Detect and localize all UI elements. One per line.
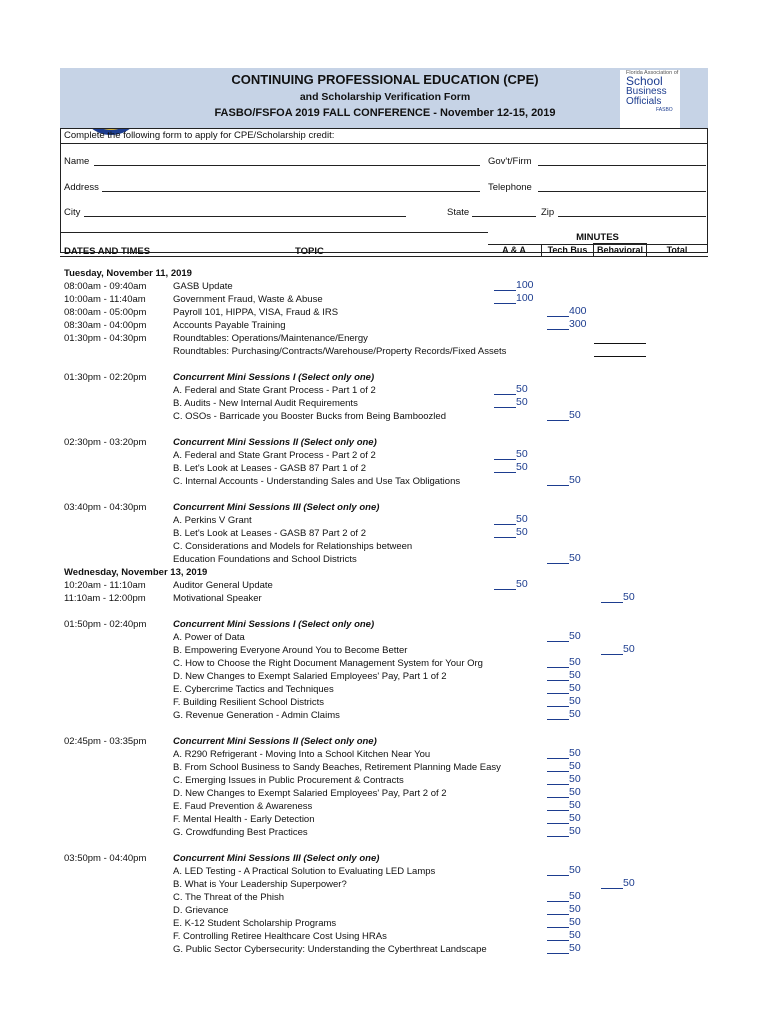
state-label: State [447, 207, 470, 218]
session-topic: Government Fraud, Waste & Abuse [173, 294, 323, 305]
session-topic: B. From School Business to Sandy Beaches, Retirement Planning Made Easy [173, 762, 501, 773]
session-topic: C. How to Choose the Right Document Management System for Your Org [173, 658, 483, 669]
table-row [0, 501, 770, 514]
session-time: 01:30pm - 04:30pm [64, 333, 147, 344]
tech-minutes-blank[interactable] [547, 940, 569, 941]
session-topic: A. LED Testing - A Practical Solution to Evaluating LED Lamps [173, 866, 436, 877]
header-divider [60, 232, 488, 233]
tech-minutes-blank[interactable] [547, 680, 569, 681]
session-topic: B. Let's Look at Leases - GASB 87 Part 1 of 2 [173, 463, 366, 474]
session-topic: F. Building Resilient School Districts [173, 697, 325, 708]
session-group-title: Concurrent Mini Sessions I (Select only one) [173, 619, 375, 630]
zip-label: Zip [541, 207, 555, 218]
table-row [0, 878, 770, 891]
tech-minutes: 50 [569, 747, 581, 759]
tech-minutes: 50 [569, 890, 581, 902]
aa-minutes-blank[interactable] [494, 537, 516, 538]
session-time: 03:50pm - 04:40pm [64, 853, 147, 864]
table-row [0, 332, 770, 345]
session-time: 08:00am - 05:00pm [64, 307, 147, 318]
table-row [0, 566, 770, 579]
aa-minutes-blank[interactable] [494, 472, 516, 473]
aa-minutes: 50 [516, 578, 528, 590]
table-row [0, 462, 770, 475]
session-topic: D. New Changes to Exempt Salaried Employees' Pay, Part 2 of 2 [173, 788, 447, 799]
table-row [0, 631, 770, 644]
total-header: Total [666, 245, 688, 255]
behavioral-minutes-blank[interactable] [601, 654, 623, 655]
table-row [0, 293, 770, 306]
address-label: Address [64, 182, 99, 193]
tech-minutes: 50 [569, 708, 581, 720]
table-row [0, 449, 770, 462]
table-row [0, 345, 770, 358]
tech-minutes: 50 [569, 552, 581, 564]
logo-line1: Florida Association of [626, 70, 679, 76]
govt-field[interactable] [538, 165, 706, 166]
tech-minutes-blank[interactable] [547, 719, 569, 720]
session-topic: Education Foundations and School Districts [173, 554, 357, 565]
table-row [0, 891, 770, 904]
tech-minutes-blank[interactable] [547, 420, 569, 421]
govt-label: Gov't/Firm [488, 156, 532, 167]
tech-minutes: 50 [569, 903, 581, 915]
table-row [0, 436, 770, 449]
session-topic: Motivational Speaker [173, 593, 262, 604]
aa-minutes-blank[interactable] [494, 394, 516, 395]
table-row [0, 514, 770, 527]
tech-minutes: 50 [569, 825, 581, 837]
table-row [0, 384, 770, 397]
tech-minutes-blank[interactable] [547, 706, 569, 707]
session-group-title: Concurrent Mini Sessions II (Select only one) [173, 437, 377, 448]
table-row [0, 592, 770, 605]
table-row [0, 800, 770, 813]
tech-minutes: 50 [569, 942, 581, 954]
behavioral-minutes: 50 [623, 877, 635, 889]
logo-line4: Officials [626, 96, 662, 107]
session-time: 01:50pm - 02:40pm [64, 619, 147, 630]
session-time: 08:00am - 09:40am [64, 281, 147, 292]
behavioral-minutes-blank[interactable] [601, 888, 623, 889]
session-time: 08:30am - 04:00pm [64, 320, 147, 331]
aa-minutes: 50 [516, 396, 528, 408]
tech-minutes-blank[interactable] [547, 927, 569, 928]
dates-header: DATES AND TIMES [64, 246, 151, 257]
session-topic: F. Controlling Retiree Healthcare Cost Using HRAs [173, 931, 387, 942]
session-topic: Roundtables: Purchasing/Contracts/Warehouse/Property Records/Fixed Assets [173, 346, 507, 357]
tech-minutes: 50 [569, 695, 581, 707]
minutes-header: MINUTES [488, 232, 707, 245]
table-row [0, 865, 770, 878]
tech-minutes-blank[interactable] [547, 563, 569, 564]
behavioral-minutes-blank[interactable] [601, 602, 623, 603]
aa-header: A & A [502, 245, 526, 255]
session-topic: C. Considerations and Models for Relationships between [173, 541, 413, 552]
session-topic: Accounts Payable Training [173, 320, 286, 331]
behavioral-blank[interactable] [594, 356, 646, 357]
city-label: City [64, 207, 81, 218]
table-row [0, 579, 770, 592]
session-topic: C. OSOs - Barricade you Booster Bucks from Being Bamboozled [173, 411, 446, 422]
page-subtitle: and Scholarship Verification Form [299, 91, 471, 103]
tech-minutes-blank[interactable] [547, 316, 569, 317]
table-row [0, 319, 770, 332]
session-topic: C. Emerging Issues in Public Procurement & Contracts [173, 775, 404, 786]
aa-minutes: 50 [516, 448, 528, 460]
table-row [0, 930, 770, 943]
session-topic: G. Crowdfunding Best Practices [173, 827, 308, 838]
logo-line2: School [626, 74, 663, 88]
session-topic: A. Federal and State Grant Process - Part 1 of 2 [173, 385, 376, 396]
session-topic: G. Public Sector Cybersecurity: Understanding the Cyberthreat Landscape [173, 944, 487, 955]
session-time: 02:30pm - 03:20pm [64, 437, 147, 448]
address-field[interactable] [102, 191, 480, 192]
table-row [0, 683, 770, 696]
aa-minutes-blank[interactable] [494, 407, 516, 408]
behavioral-minutes: 50 [623, 643, 635, 655]
tech-minutes-blank[interactable] [547, 797, 569, 798]
table-row [0, 644, 770, 657]
session-topic: E. K-12 Student Scholarship Programs [173, 918, 337, 929]
aa-minutes: 100 [516, 279, 534, 291]
tech-minutes: 400 [569, 305, 587, 317]
tech-minutes: 50 [569, 474, 581, 486]
topic-header: TOPIC [295, 246, 324, 257]
tech-minutes-blank[interactable] [547, 641, 569, 642]
session-group-title: Concurrent Mini Sessions I (Select only one) [173, 372, 375, 383]
tech-minutes: 50 [569, 916, 581, 928]
tech-minutes-blank[interactable] [547, 485, 569, 486]
table-row [0, 657, 770, 670]
aa-minutes: 100 [516, 292, 534, 304]
session-time: 10:20am - 11:10am [64, 580, 146, 591]
tech-minutes-blank[interactable] [547, 875, 569, 876]
session-time: 10:00am - 11:40am [64, 294, 146, 305]
aa-minutes-blank[interactable] [494, 290, 516, 291]
session-group-title: Concurrent Mini Sessions II (Select only one) [173, 736, 377, 747]
tech-minutes: 50 [569, 929, 581, 941]
tech-minutes-blank[interactable] [547, 771, 569, 772]
logo-line3: Business [626, 86, 667, 97]
tech-minutes-blank[interactable] [547, 784, 569, 785]
table-row [0, 943, 770, 956]
table-header-bottom [60, 256, 708, 257]
tech-minutes-blank[interactable] [547, 901, 569, 902]
session-topic: Auditor General Update [173, 580, 273, 591]
session-group-title: Concurrent Mini Sessions III (Select only one) [173, 853, 380, 864]
aa-minutes-blank[interactable] [494, 589, 516, 590]
aa-minutes-blank[interactable] [494, 303, 516, 304]
tech-minutes-blank[interactable] [547, 914, 569, 915]
session-group-title: Concurrent Mini Sessions III (Select only one) [173, 502, 380, 513]
zip-field[interactable] [558, 216, 706, 217]
behavioral-minutes: 50 [623, 591, 635, 603]
tech-minutes-blank[interactable] [547, 329, 569, 330]
logo-line5: FASBO [656, 107, 673, 113]
aa-minutes-blank[interactable] [494, 524, 516, 525]
tech-minutes-blank[interactable] [547, 836, 569, 837]
table-row [0, 787, 770, 800]
day-heading: Tuesday, November 11, 2019 [64, 268, 192, 279]
tech-minutes-blank[interactable] [547, 667, 569, 668]
page-title: CONTINUING PROFESSIONAL EDUCATION (CPE) [231, 72, 539, 87]
table-row [0, 761, 770, 774]
table-row [0, 280, 770, 293]
tech-minutes-blank[interactable] [547, 823, 569, 824]
behavioral-blank[interactable] [594, 343, 646, 344]
telephone-label: Telephone [488, 182, 532, 193]
table-row [0, 306, 770, 319]
session-topic: C. The Threat of the Phish [173, 892, 285, 903]
table-row [0, 826, 770, 839]
session-topic: A. Federal and State Grant Process - Part 2 of 2 [173, 450, 376, 461]
tech-minutes-blank[interactable] [547, 758, 569, 759]
telephone-field[interactable] [538, 191, 706, 192]
tech-header: Tech Bus [541, 244, 593, 256]
session-time: 02:45pm - 03:35pm [64, 736, 147, 747]
table-row [0, 267, 770, 280]
tech-minutes: 50 [569, 786, 581, 798]
session-topic: A. Power of Data [173, 632, 245, 643]
table-row [0, 618, 770, 631]
table-row [0, 917, 770, 930]
tech-minutes: 50 [569, 812, 581, 824]
name-label: Name [64, 156, 90, 167]
session-topic: D. New Changes to Exempt Salaried Employees' Pay, Part 1 of 2 [173, 671, 447, 682]
table-row [0, 696, 770, 709]
tech-minutes: 50 [569, 656, 581, 668]
state-field[interactable] [472, 216, 536, 217]
session-topic: Payroll 101, HIPPA, VISA, Fraud & IRS [173, 307, 339, 318]
conference-title: FASBO/FSFOA 2019 FALL CONFERENCE - November 12-15, 2019 [214, 107, 556, 119]
aa-minutes: 50 [516, 513, 528, 525]
fasbo-logo [620, 70, 680, 128]
session-topic: B. Empowering Everyone Around You to Become Better [173, 645, 408, 656]
aa-minutes: 50 [516, 461, 528, 473]
name-field[interactable] [94, 165, 480, 166]
behavioral-header: Behavioral [593, 243, 647, 257]
table-row [0, 748, 770, 761]
session-time: 01:30pm - 02:20pm [64, 372, 147, 383]
table-row [0, 410, 770, 423]
tech-minutes: 50 [569, 630, 581, 642]
tech-minutes: 50 [569, 682, 581, 694]
form-instruction: Complete the following form to apply for CPE/Scholarship credit: [64, 130, 335, 141]
table-row [0, 904, 770, 917]
tech-minutes: 50 [569, 669, 581, 681]
session-topic: GASB Update [173, 281, 233, 292]
session-topic: G. Revenue Generation - Admin Claims [173, 710, 340, 721]
instruction-divider [60, 143, 708, 144]
aa-minutes: 50 [516, 383, 528, 395]
tech-minutes: 50 [569, 409, 581, 421]
table-row [0, 371, 770, 384]
tech-minutes-blank[interactable] [547, 953, 569, 954]
day-heading: Wednesday, November 13, 2019 [64, 567, 208, 578]
table-row [0, 709, 770, 722]
tech-minutes: 50 [569, 773, 581, 785]
table-row [0, 852, 770, 865]
session-topic: B. What is Your Leadership Superpower? [173, 879, 347, 890]
session-topic: B. Let's Look at Leases - GASB 87 Part 2 of 2 [173, 528, 366, 539]
table-row [0, 735, 770, 748]
table-row [0, 670, 770, 683]
tech-minutes-blank[interactable] [547, 810, 569, 811]
session-topic: E. Cybercrime Tactics and Techniques [173, 684, 334, 695]
session-topic: F. Mental Health - Early Detection [173, 814, 315, 825]
tech-minutes: 300 [569, 318, 587, 330]
session-topic: C. Internal Accounts - Understanding Sales and Use Tax Obligations [173, 476, 461, 487]
table-row [0, 540, 770, 553]
aa-minutes: 50 [516, 526, 528, 538]
table-row [0, 553, 770, 566]
table-row [0, 813, 770, 826]
table-row [0, 475, 770, 488]
session-time: 11:10am - 12:00pm [64, 593, 146, 604]
session-topic: A. Perkins V Grant [173, 515, 252, 526]
tech-minutes: 50 [569, 864, 581, 876]
city-field[interactable] [84, 216, 406, 217]
session-time: 03:40pm - 04:30pm [64, 502, 147, 513]
aa-minutes-blank[interactable] [494, 459, 516, 460]
session-topic: D. Grievance [173, 905, 229, 916]
tech-minutes-blank[interactable] [547, 693, 569, 694]
tech-minutes: 50 [569, 799, 581, 811]
session-topic: Roundtables: Operations/Maintenance/Energy [173, 333, 368, 344]
table-row [0, 774, 770, 787]
session-topic: E. Faud Prevention & Awareness [173, 801, 313, 812]
session-topic: A. R290 Refrigerant - Moving Into a School Kitchen Near You [173, 749, 431, 760]
session-topic: B. Audits - New Internal Audit Requirements [173, 398, 358, 409]
table-row [0, 397, 770, 410]
tech-minutes: 50 [569, 760, 581, 772]
table-row [0, 527, 770, 540]
